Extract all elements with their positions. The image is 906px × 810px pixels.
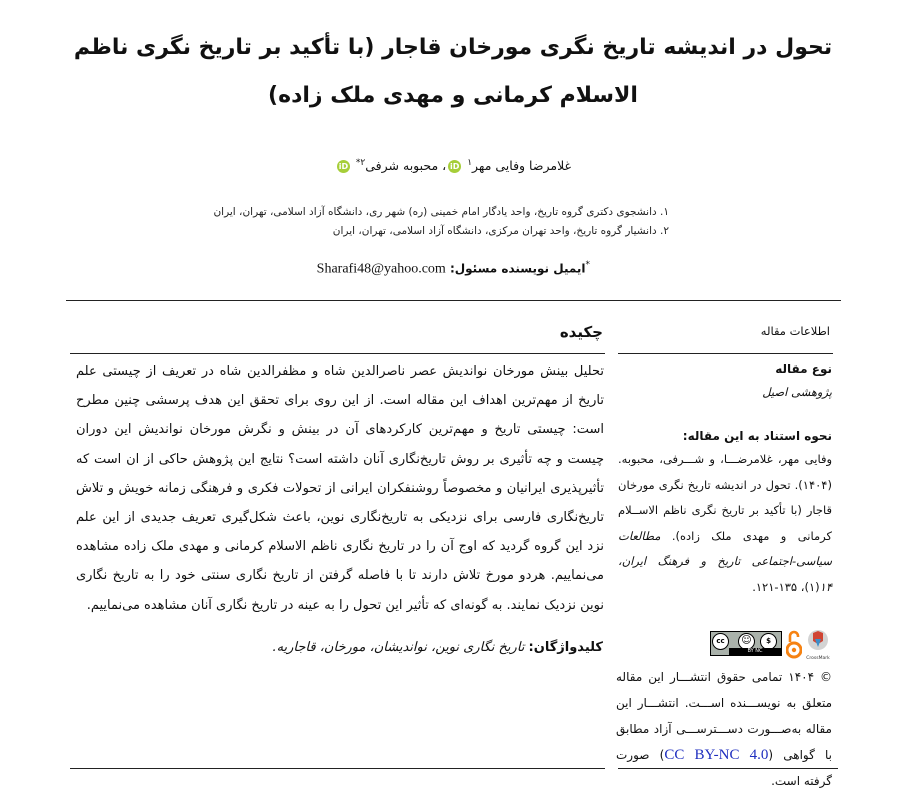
info-divider <box>618 353 833 354</box>
abstract-divider <box>70 353 605 354</box>
header-divider <box>66 300 841 301</box>
crossmark-symbol <box>806 628 830 652</box>
license-tail: ) صورت گرفته است. <box>616 748 832 788</box>
footer-divider-right <box>618 768 838 769</box>
email-star: * <box>585 260 590 270</box>
article-type <box>618 362 832 399</box>
orcid-icon[interactable]: iD <box>450 162 460 172</box>
crossmark-label: CrossMark <box>806 656 830 661</box>
corresponding-email <box>317 260 590 277</box>
citation-body: وفایی مهر، غلامرضـــا، و شـــرفی، محبوبه. (۱۴۰۴). تحول در اندیشه تاریخ نگری مورخان قاجار (با تأکید بر تاریخ نگری ناظم الاســلام کرمانی و مهدی ملک زاده). <box>618 452 832 543</box>
author-superscript: ۱ <box>467 158 473 168</box>
cc-badge-text: BY NC <box>729 648 781 655</box>
license-link[interactable]: CC BY-NC 4.0 <box>664 747 769 763</box>
author-name[interactable]: غلامرضا وفایی مهر <box>472 158 572 174</box>
article-title: تحول در اندیشه تاریخ نگری مورخان قاجار (با تأکید بر تاریخ نگری ناظم الاسلام کرمانی و مهدی ملک زاده) <box>73 35 833 108</box>
author-name[interactable]: محبوبه شرفی <box>365 158 439 174</box>
citation-tail: (۱)، ۱۳۵-۱۲۱. <box>752 579 820 594</box>
citation-block <box>618 429 832 601</box>
citation-heading: نحوه استناد به این مقاله: <box>682 429 832 443</box>
cc-by-nc-icon[interactable]: cc ☺ $ BY NC <box>710 631 782 656</box>
license-statement: © ۱۴۰۴ تمامی حقوق انتشـــار این مقاله متعلق به نویســـنده اســـت. انتشـــار این مقاله به‌صـــورت دســـترســـی آزاد مطابق با گواهی ( <box>616 670 832 762</box>
keywords <box>63 640 603 655</box>
abstract-heading: چکیده <box>559 323 603 341</box>
affiliation-item: ۱. دانشجوی دکتری گروه تاریخ، واحد یادگار امام خمینی (ره) شهر ری، دانشگاه آزاد اسلامی، تهران، ایران <box>213 206 669 218</box>
abstract-text: تحلیل بینش مورخان نواندیش عصر ناصرالدین شاه و مظفرالدین شاه در تعریف از چیستی علم تاریخ از مهم‌ترین اهداف این مقاله است. از این روی برای تحقق این هدف پرسشی چنین مطرح است: چیستی تاریخ و مهم‌ترین کارکردهای آن در بینش و نگرش مورخان نواندیش این دوران چیست و چه تأثیری بر روش تاریخ‌نگاری آنان داشته است؟ نتایج این پژوهش حاکی از ان است که تأثیرپذیری ایرانیان و مخصوصاً روشنفکران ایرانی از تحولات فکری و فرهنگی زمانه خویش و تلاش تاریخ‌نگاری فارسی برای نزدیکی به تاریخ‌نگاری نوین، باعث شکل‌گیری تعریف جدیدی از این علم نزد این گروه گردید که اوج آن را در تاریخ نگاری ناظم الاسلام کرمانی و مهدی ملک زاده مشاهده می‌نماییم. هردو مورخ تلاش دارند تا با فاصله گرفتن از تاریخ نگاری سنتی خود را به تاریخ نگاری نوین نزدیک نمایند. به گونه‌ای که تأثیر این تحول را به عینه در تاریخ نگاری آنان مشاهده می‌نماییم. <box>76 364 604 613</box>
article-type-value: پژوهشی اصیل <box>762 385 832 399</box>
email-label: ایمیل نویسنده مسئول: <box>449 261 586 276</box>
author-line <box>0 158 906 173</box>
keywords-text: تاریخ نگاری نوین، نواندیشان، مورخان، قاجاریه. <box>272 640 525 655</box>
author-superscript: ۲* <box>355 158 366 168</box>
citation-journal: مطالعات سیاسی-اجتماعی تاریخ و فرهنگ ایران، ۱۴ <box>618 528 832 594</box>
orcid-icon[interactable]: iD <box>338 162 349 172</box>
open-access-icon[interactable] <box>786 628 802 660</box>
author-separator: ، <box>438 158 447 174</box>
affiliation-item: ۲. دانشیار گروه تاریخ، واحد تهران مرکزی، دانشگاه آزاد اسلامی، تهران، ایران <box>332 225 669 237</box>
affiliations <box>213 203 669 241</box>
crossmark-icon[interactable] <box>806 628 830 661</box>
keywords-label: کلیدواژگان: <box>528 640 603 655</box>
license-text <box>616 664 832 794</box>
citation-text <box>618 447 832 601</box>
footer-divider-left <box>70 768 605 769</box>
email-address[interactable]: Sharafi48@yahoo.com <box>316 261 446 277</box>
article-info-heading: اطلاعات مقاله <box>760 324 830 338</box>
article-type-heading: نوع مقاله <box>775 362 832 376</box>
license-icons <box>710 626 832 662</box>
